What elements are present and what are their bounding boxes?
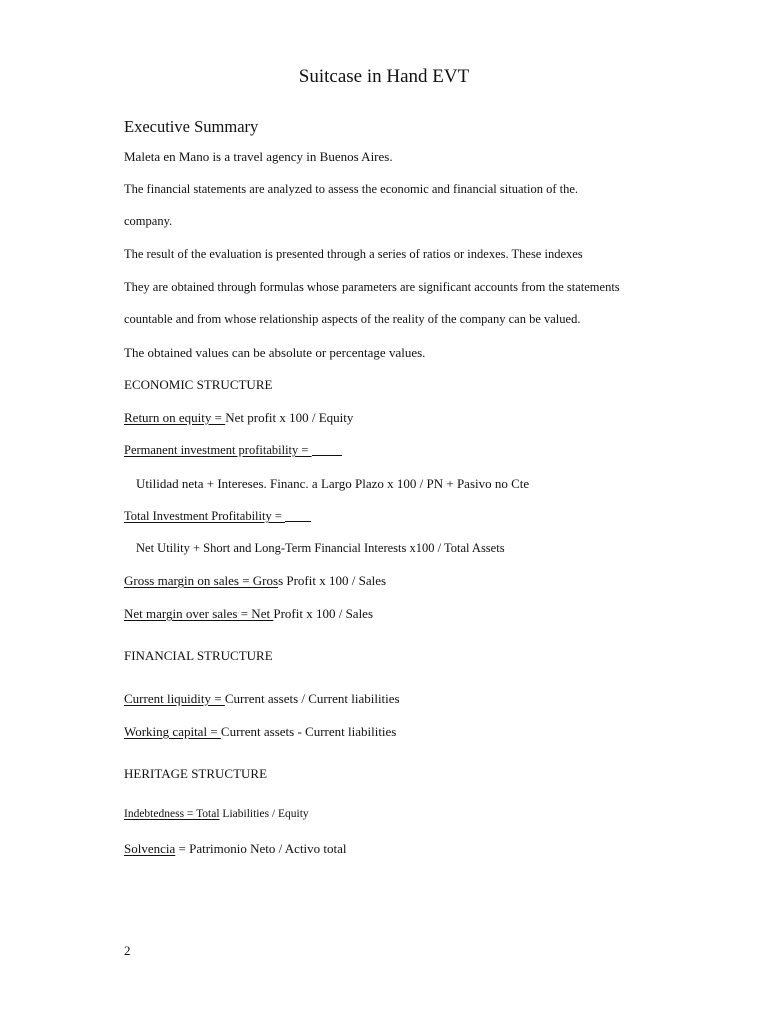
solvency-formula: = Patrimonio Neto / Activo total xyxy=(175,841,347,856)
return-on-equity-line xyxy=(124,411,353,424)
paragraph-line: They are obtained through formulas whose parameters are significant accounts from the statements xyxy=(124,280,620,294)
gross-margin-formula: s Profit x 100 / Sales xyxy=(278,573,387,588)
paragraph-line: The financial statements are analyzed to assess the economic and financial situation of the. xyxy=(124,182,578,196)
indebtedness-formula: Liabilities / Equity xyxy=(219,808,309,820)
permanent-investment-profitability-line xyxy=(124,444,342,457)
net-margin-label: Net margin over sales = Net xyxy=(124,606,274,621)
paragraph-line: countable and from whose relationship aspects of the reality of the company can be valued. xyxy=(124,312,581,326)
return-on-equity-formula: Net profit x 100 / Equity xyxy=(225,410,354,425)
total-investment-profitability-line xyxy=(124,510,311,523)
working-capital-formula: Current assets - Current liabilities xyxy=(220,724,397,739)
net-margin-formula: Profit x 100 / Sales xyxy=(273,606,374,621)
permanent-investment-profitability-label: Permanent investment profitability = xyxy=(124,443,312,457)
working-capital-line xyxy=(124,725,396,738)
permanent-investment-profitability-formula: Utilidad neta + Intereses. Financ. a Largo Plazo x 100 / PN + Pasivo no Cte xyxy=(136,476,530,491)
underline-blank xyxy=(285,520,311,522)
gross-margin-line xyxy=(124,574,386,587)
indebtedness-line xyxy=(124,809,309,821)
solvency-line xyxy=(124,842,347,855)
paragraph-line: Maleta en Mano is a travel agency in Buenos Aires. xyxy=(124,149,393,164)
document-title: Suitcase in Hand EVT xyxy=(298,66,470,87)
indebtedness-label: Indebtedness = Total xyxy=(124,808,220,820)
gross-margin-label: Gross margin on sales = Gros xyxy=(124,573,279,588)
solvency-label: Solvencia xyxy=(124,841,176,856)
total-investment-profitability-label: Total Investment Profitability = xyxy=(124,509,286,523)
current-liquidity-formula: Current assets / Current liabilities xyxy=(224,691,400,706)
current-liquidity-label: Current liquidity = xyxy=(124,691,225,706)
paragraph-line: The result of the evaluation is presented through a series of ratios or indexes. These indexes xyxy=(124,247,583,261)
current-liquidity-line xyxy=(124,692,400,705)
heritage-structure-title: HERITAGE STRUCTURE xyxy=(124,766,268,781)
paragraph-line: company. xyxy=(124,214,173,228)
total-investment-profitability-formula: Net Utility + Short and Long-Term Financial Interests x100 / Total Assets xyxy=(136,541,505,555)
underline-blank xyxy=(312,454,342,456)
paragraph-line: The obtained values can be absolute or percentage values. xyxy=(124,345,426,360)
page-number: 2 xyxy=(124,943,131,958)
net-margin-line xyxy=(124,607,373,620)
section-heading-executive-summary: Executive Summary xyxy=(124,117,259,136)
economic-structure-title: ECONOMIC STRUCTURE xyxy=(124,377,273,392)
return-on-equity-label: Return on equity = xyxy=(124,410,226,425)
working-capital-label: Working capital = xyxy=(124,724,221,739)
financial-structure-title: FINANCIAL STRUCTURE xyxy=(124,648,273,663)
